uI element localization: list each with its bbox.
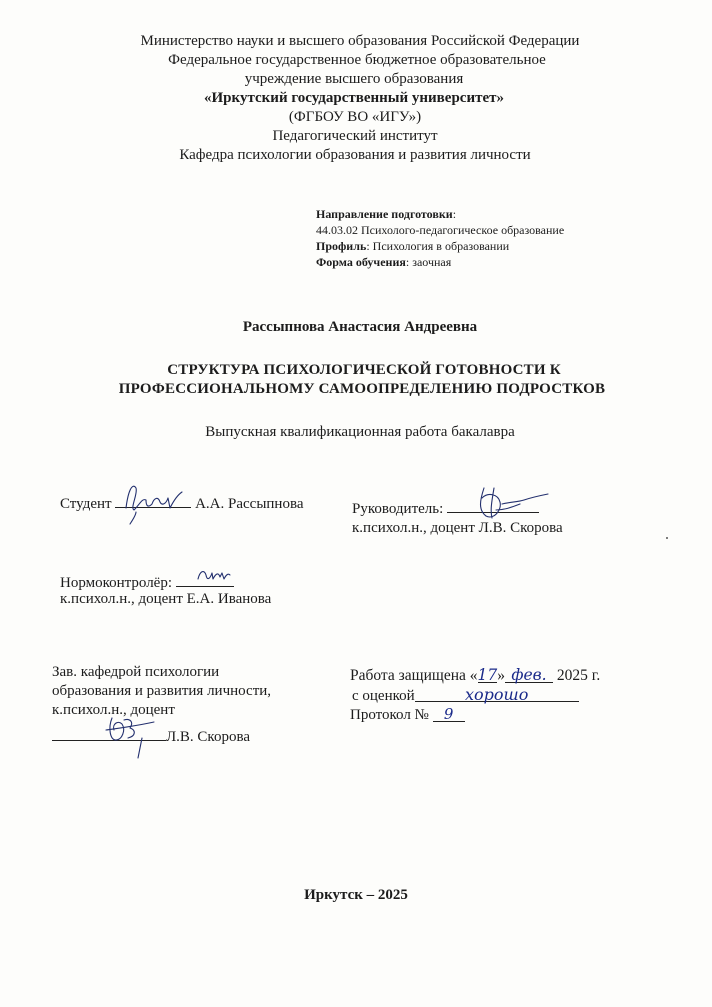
defense-mid: » xyxy=(497,667,505,684)
student-signature xyxy=(122,478,192,528)
ministry-line: Министерство науки и высшего образования Российской Федерации xyxy=(140,33,580,49)
department-name: Кафедра психологии образования и развития личности xyxy=(179,147,531,163)
head-line-1: Зав. кафедрой психологии xyxy=(52,664,220,680)
thesis-title-line-1: СТРУКТУРА ПСИХОЛОГИЧЕСКОЙ ГОТОВНОСТИ К xyxy=(167,362,561,378)
defense-day: 17 xyxy=(477,666,498,684)
grade-value: хорошо xyxy=(415,685,579,702)
direction-line: Направление подготовки: xyxy=(316,207,457,221)
grade-label: с оценкой xyxy=(352,688,415,704)
author-name: Рассыпнова Анастасия Андреевна xyxy=(242,319,478,335)
protocol-line xyxy=(350,705,465,724)
direction-value: 44.03.02 Психолого-педагогическое образование xyxy=(316,223,565,237)
work-type: Выпускная квалификационная работа бакалавра xyxy=(205,424,515,440)
student-label: Студент xyxy=(60,496,112,512)
normcontrol-label: Нормоконтролёр: xyxy=(60,575,173,591)
defense-month: фев. xyxy=(505,666,553,683)
institute-name: Педагогический институт xyxy=(272,128,438,144)
thesis-title-line-2: ПРОФЕССИОНАЛЬНОМУ САМООПРЕДЕЛЕНИЮ ПОДРОСТКОВ xyxy=(118,381,606,397)
profile-value: Психология в образовании xyxy=(372,239,510,253)
head-name: Л.В. Скорова xyxy=(166,729,251,745)
fgbou-line-1: Федеральное государственное бюджетное образовательное xyxy=(168,52,546,68)
defense-prefix: Работа защищена « xyxy=(350,667,478,684)
head-signature xyxy=(96,700,166,760)
grade-line xyxy=(352,685,579,705)
university-abbr: (ФГБОУ ВО «ИГУ») xyxy=(288,109,422,125)
study-form-line: Форма обучения: заочная xyxy=(316,255,452,269)
supervisor-name: к.психол.н., доцент Л.В. Скорова xyxy=(352,520,563,536)
protocol-number: 9 xyxy=(433,705,465,722)
protocol-label: Протокол № xyxy=(350,707,429,723)
fgbou-line-2: учреждение высшего образования xyxy=(244,71,464,87)
supervisor-label: Руководитель: xyxy=(352,501,444,517)
university-name: «Иркутский государственный университет» xyxy=(204,90,504,106)
profile-line: Профиль: Психология в образовании xyxy=(316,239,510,253)
defense-year: 2025 г. xyxy=(556,667,601,684)
defense-line xyxy=(350,666,600,685)
profile-label: Профиль xyxy=(316,239,367,253)
study-form-value: заочная xyxy=(412,255,452,269)
head-line-3: к.психол.н., доцент xyxy=(52,702,175,718)
normcontrol-name: к.психол.н., доцент Е.А. Иванова xyxy=(60,591,272,607)
study-form-label: Форма обучения xyxy=(316,255,406,269)
direction-label: Направление подготовки xyxy=(316,207,453,221)
student-name: А.А. Рассыпнова xyxy=(195,496,304,512)
scan-speck xyxy=(666,537,668,539)
city-year: Иркутск – 2025 xyxy=(304,887,408,903)
normcontrol-signature xyxy=(194,565,234,587)
head-line-2: образования и развития личности, xyxy=(52,683,272,699)
